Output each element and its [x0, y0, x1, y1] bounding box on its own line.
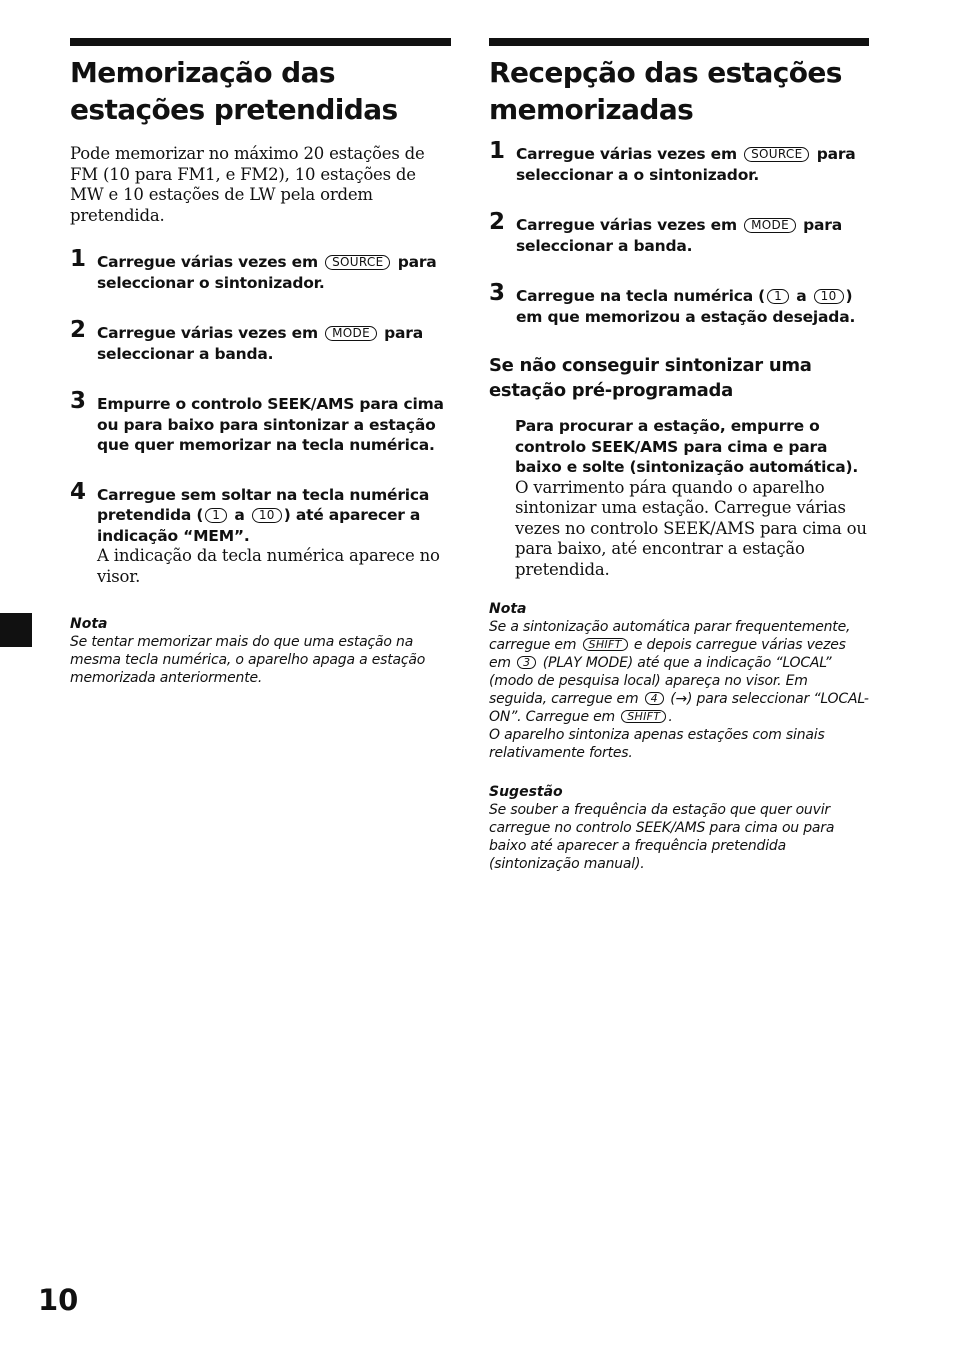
title-rule	[489, 38, 869, 46]
step-3	[489, 280, 869, 327]
step-number: 3	[489, 280, 506, 306]
step-1	[489, 138, 869, 185]
number-key-1: 1	[767, 289, 789, 304]
step-instruction: Carregue várias vezes em MODE para seleccionar a banda.	[516, 216, 843, 255]
step-number: 1	[489, 138, 506, 164]
section-tab-marker	[0, 613, 32, 647]
suggestion-label: Sugestão	[489, 784, 563, 800]
shift-key: SHIFT	[621, 710, 666, 723]
tip-instruction: Para procurar a estação, empurre o controlo SEEK/AMS para cima e para baixo e solte (sintonização automática).	[515, 417, 859, 476]
shift-key: SHIFT	[583, 638, 628, 651]
note-text: Se tentar memorizar mais do que uma estação na mesma tecla numérica, o aparelho apaga a estação memorizada anteriormente.	[70, 634, 426, 686]
step-result: A indicação da tecla numérica aparece no visor.	[97, 546, 440, 586]
title-rule	[70, 38, 451, 46]
mode-key: MODE	[325, 326, 377, 341]
step-4	[70, 478, 451, 588]
note-text-2: O aparelho sintoniza apenas estações com sinais relativamente fortes.	[489, 727, 825, 761]
source-key: SOURCE	[325, 255, 390, 270]
note-label: Nota	[489, 601, 527, 617]
step-2	[489, 209, 869, 256]
step-number: 4	[70, 478, 87, 505]
number-key-4: 4	[645, 692, 664, 705]
source-key: SOURCE	[744, 147, 809, 162]
step-3	[70, 388, 451, 456]
section-title: Memorização das estações pretendidas	[70, 56, 398, 126]
step-number: 1	[70, 246, 87, 272]
number-key-10: 10	[814, 289, 844, 304]
step-number: 3	[70, 388, 87, 414]
page-number: 10	[38, 1283, 79, 1317]
note-label: Nota	[70, 616, 108, 632]
tip-result: O varrimento pára quando o aparelho sintonizar uma estação. Carregue várias vezes no controlo SEEK/AMS para cima ou para baixo, até encontrar a estação pretendida.	[515, 477, 867, 579]
section-title: Recepção das estações memorizadas	[489, 56, 842, 126]
tip-block	[489, 416, 869, 580]
step-instruction: Carregue várias vezes em SOURCE para seleccionar a o sintonizador.	[516, 145, 856, 184]
step-number: 2	[70, 317, 87, 343]
suggestion-text: Se souber a frequência da estação que quer ouvir carregue no controlo SEEK/AMS para cima ou para baixo até aparecer a frequência pretendida (sintonização manual).	[489, 802, 835, 872]
intro-paragraph: Pode memorizar no máximo 20 estações de FM (10 para FM1, e FM2), 10 estações de MW e 10 estações de LW pela ordem pretendida.	[70, 144, 425, 225]
step-2	[70, 317, 451, 364]
left-column	[70, 38, 451, 687]
step-number: 2	[489, 209, 506, 235]
step-instruction: Carregue na tecla numérica ( 1 a 10 ) em que memorizou a estação desejada.	[516, 287, 856, 326]
mode-key: MODE	[744, 218, 796, 233]
number-key-10: 10	[252, 508, 282, 523]
number-key-3: 3	[517, 656, 536, 669]
right-column	[489, 38, 869, 873]
subheading: Se não conseguir sintonizar uma estação pré-programada	[489, 355, 812, 401]
step-instruction: Carregue várias vezes em SOURCE para seleccionar o sintonizador.	[97, 253, 437, 292]
step-instruction: Empurre o controlo SEEK/AMS para cima ou para baixo para sintonizar a estação que quer memorizar na tecla numérica.	[97, 395, 444, 454]
number-key-1: 1	[205, 508, 227, 523]
note-text: Se a sintonização automática parar frequentemente, carregue em SHIFT e depois carregue várias vezes em 3 (PLAY MODE) até que a indicação “LOCAL” (modo de pesquisa local) apareça no visor. Em seguida, carregue em 4 (→) para seleccionar “LOCAL-ON”. Carregue em SHIFT .	[489, 619, 869, 725]
step-instruction: Carregue sem soltar na tecla numérica pretendida ( 1 a 10 ) até aparecer a indicação “MEM”.	[97, 485, 430, 545]
step-instruction: Carregue várias vezes em MODE para seleccionar a banda.	[97, 324, 424, 363]
step-1	[70, 246, 451, 293]
